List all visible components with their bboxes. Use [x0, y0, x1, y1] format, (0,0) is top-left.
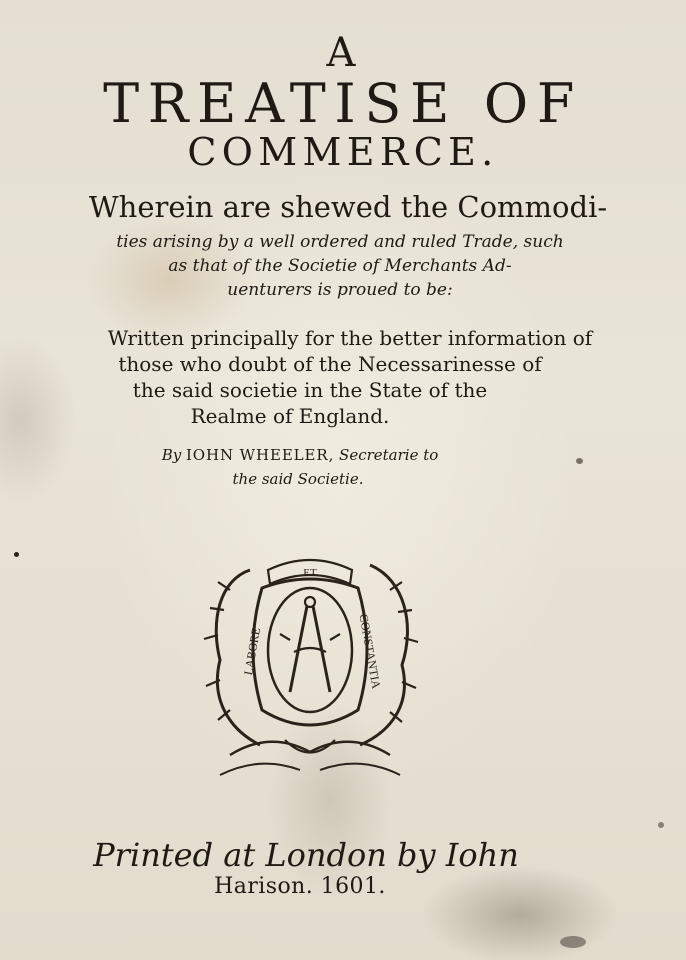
roman-line-2: those who doubt of the Necessarinesse of [118, 352, 542, 376]
subtitle-line: Wherein are shewed the Commodi- [88, 190, 608, 224]
author-line [0, 446, 610, 464]
author-role: Secretarie to [339, 446, 439, 464]
author-role-line: the said Societie. [232, 470, 364, 488]
author-name: IOHN WHEELER, [185, 446, 335, 464]
imprint-line-2: Harison. 1601. [214, 874, 386, 899]
title-line-commerce: COMMERCE. [187, 130, 499, 174]
motto-right: CONSTANTIA [356, 612, 384, 690]
foxing-speck [658, 822, 664, 828]
italic-line-3: uenturers is proued to be: [227, 280, 453, 300]
foxing-speck [576, 458, 583, 464]
imprint-line-1: Printed at London by Iohn [93, 836, 519, 874]
compass-device-icon [190, 540, 430, 790]
author-prefix: By [161, 446, 182, 464]
motto-left: LABORE [240, 626, 264, 677]
roman-line-4: Realme of England. [190, 404, 390, 428]
italic-line-1: ties arising by a well ordered and ruled Trade, such [116, 232, 564, 252]
foxing-speck [14, 552, 19, 557]
roman-line-3: the said societie in the State of the [132, 378, 488, 402]
foxing-speck [560, 936, 586, 948]
italic-line-2: as that of the Societie of Merchants Ad- [168, 256, 512, 276]
roman-line-1: Written principally for the better information of [107, 326, 593, 350]
motto-top: ET [303, 567, 317, 579]
title-line-treatise: TREATISE OF [103, 72, 583, 135]
title-line-a: A [326, 30, 360, 76]
